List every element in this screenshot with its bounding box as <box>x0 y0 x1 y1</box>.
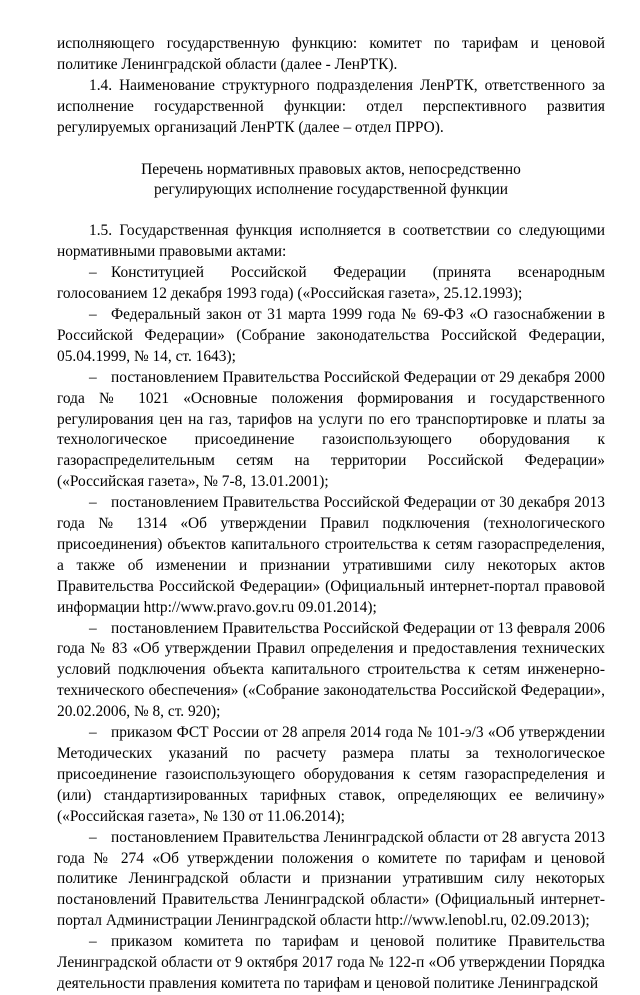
dash-marker: – <box>89 933 97 951</box>
legal-acts-list <box>57 263 605 995</box>
list-item <box>57 368 605 493</box>
list-item <box>57 493 605 618</box>
section-heading <box>57 160 605 202</box>
continuation-paragraph: исполняющего государственную функцию: комитет по тарифам и ценовой политике Ленинградской области (далее - ЛенРТК). <box>57 35 605 73</box>
dash-marker: – <box>89 619 97 637</box>
list-item <box>57 305 605 368</box>
dash-marker: – <box>89 494 97 512</box>
document-page <box>57 34 605 995</box>
list-item <box>57 263 605 305</box>
act-text: постановлением Правительства Российской Федерации от 13 февраля 2006 года № 83 «Об утверждении Правил определения и предоставления технических условий подключения объекта капитального строительства к сетям инженерно-технического обеспечения» («Собрание законодательства Российской Федерации», 20.02.2006, № 8, ст. 920); <box>57 619 605 721</box>
dash-marker: – <box>89 828 97 846</box>
dash-marker: – <box>89 368 97 386</box>
act-text: постановлением Правительства Российской Федерации от 29 декабря 2000 года № 1021 «Основные положения формирования и государственного регулирования цен на газ, тарифов на услуги по его транспортировке и платы за технологическое присоединение газоиспользующего оборудования к газораспределительным сетям на территории Российской Федерации» («Российская газета», № 7-8, 13.01.2001); <box>57 368 605 491</box>
act-text: постановлением Правительства Ленинградской области от 28 августа 2013 года № 274 «Об утверждении положения о комитете по тарифам и ценовой политике Ленинградской области и признании утратившим силу некоторых постановлений Правительства Ленинградской области» (Официальный интернет-портал Администрации Ленинградской области http://www.lenobl.ru, 02.09.2013); <box>57 828 605 930</box>
paragraph-1-5: 1.5. Государственная функция исполняется в соответствии со следующими нормативными правовыми актами: <box>57 222 605 261</box>
list-item <box>57 828 605 933</box>
dash-marker: – <box>89 264 97 282</box>
list-item <box>57 619 605 724</box>
list-item <box>57 723 605 828</box>
act-text: постановлением Правительства Российской Федерации от 30 декабря 2013 года № 1314 «Об утверждении Правил подключения (технологического присоединения) объектов капитального строительства к сетям газораспределения, а также об изменении и признании утратившими силу некоторых актов Правительства Российской Федерации» (Официальный интернет-портал правовой информации http://www.pravo.gov.ru 09.01.2014); <box>57 494 605 616</box>
act-text: Конституцией Российской Федерации (принята всенародным голосованием 12 декабря 1993 года) («Российская газета», 25.12.1993); <box>57 264 605 303</box>
section-heading-line-1: Перечень нормативных правовых актов, непосредственно <box>141 160 521 178</box>
paragraph-1-4: 1.4. Наименование структурного подразделения ЛенРТК, ответственного за исполнение государственной функции: отдел перспективного развития регулируемых организаций ЛенРТК (далее – отдел ПРРО). <box>57 76 605 136</box>
list-item <box>57 932 605 995</box>
act-text: приказом ФСТ России от 28 апреля 2014 года № 101-э/3 «Об утверждении Методических указаний по расчету размера платы за технологическое присоединение газоиспользующего оборудования к сетям газораспределения и (или) стандартизированных тарифных ставок, определяющих ее величину» («Российская газета», № 130 от 11.06.2014); <box>57 724 605 825</box>
dash-marker: – <box>89 724 97 742</box>
act-text: Федеральный закон от 31 марта 1999 года № 69-ФЗ «О газоснабжении в Российской Федерации» (Собрание законодательства Российской Федерации, 05.04.1999, № 14, ст. 1643); <box>57 305 605 365</box>
dash-marker: – <box>89 305 97 323</box>
section-heading-line-2: регулирующих исполнение государственной функции <box>153 181 509 199</box>
act-text: приказом комитета по тарифам и ценовой политике Правительства Ленинградской области от 9 октября 2017 года № 122-п «Об утверждении Порядка деятельности правления комитета по тарифам и ценовой политике Ленинградской <box>57 933 605 992</box>
